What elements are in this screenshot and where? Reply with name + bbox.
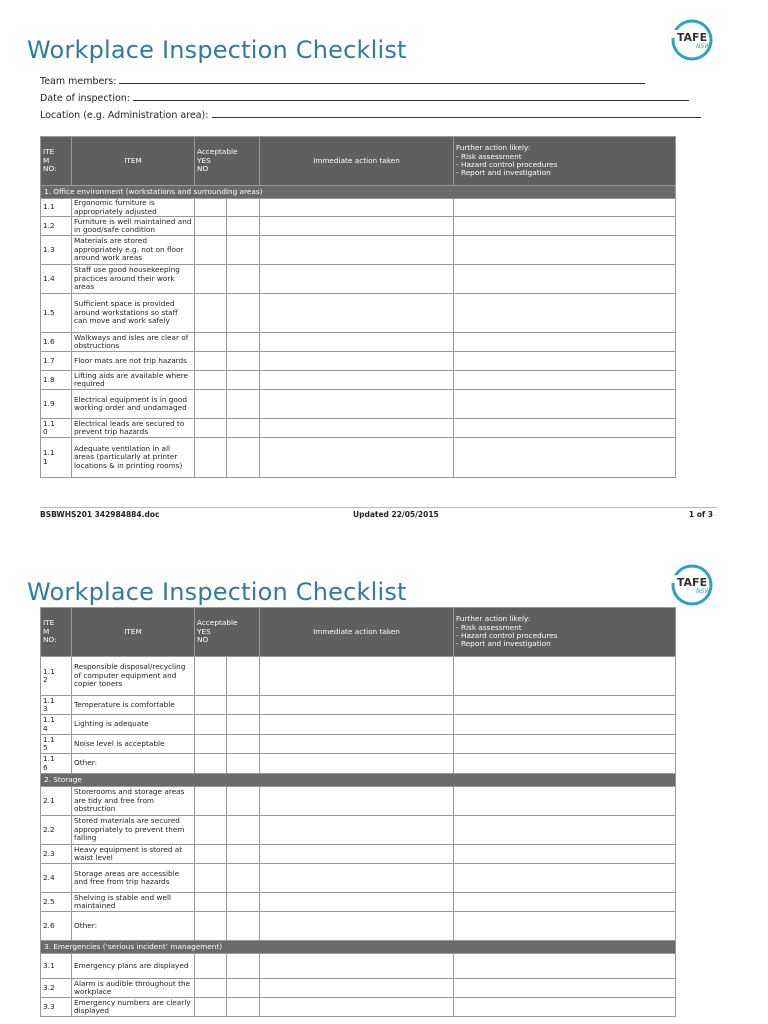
acceptable-yes-cell[interactable] [195, 265, 227, 294]
immediate-action-cell[interactable] [260, 265, 454, 294]
immediate-action-cell[interactable] [260, 715, 454, 735]
further-action-cell[interactable] [454, 735, 676, 754]
item-number: 1.2 [41, 217, 72, 236]
immediate-action-cell[interactable] [260, 816, 454, 845]
acceptable-yes-cell[interactable] [195, 893, 227, 912]
item-description: Responsible disposal/recycling of computer equipment and copier toners [72, 657, 195, 696]
acceptable-no-cell[interactable] [227, 816, 260, 845]
table-row [41, 787, 676, 816]
acceptable-no-cell[interactable] [227, 352, 260, 371]
acceptable-yes-cell[interactable] [195, 352, 227, 371]
acceptable-yes-cell[interactable] [195, 294, 227, 333]
item-description: Electrical leads are secured to prevent trip hazards [72, 419, 195, 438]
table-row [41, 438, 676, 478]
item-number: 1.1 3 [41, 696, 72, 715]
item-number: 1.6 [41, 333, 72, 352]
immediate-action-cell[interactable] [260, 979, 454, 998]
item-number: 1.7 [41, 352, 72, 371]
table-row [41, 371, 676, 390]
acceptable-no-cell[interactable] [227, 265, 260, 294]
further-action-cell[interactable] [454, 333, 676, 352]
table-row [41, 333, 676, 352]
immediate-action-cell[interactable] [260, 787, 454, 816]
acceptable-yes-cell[interactable] [195, 419, 227, 438]
page-2 [0, 545, 768, 1024]
immediate-action-cell[interactable] [260, 390, 454, 419]
table-row [41, 893, 676, 912]
acceptable-yes-cell[interactable] [195, 754, 227, 774]
table-row [41, 954, 676, 979]
col-header-acceptable: Acceptable YES NO [195, 608, 260, 657]
further-action-cell[interactable] [454, 998, 676, 1017]
further-action-cell[interactable] [454, 864, 676, 893]
further-action-cell[interactable] [454, 696, 676, 715]
immediate-action-cell[interactable] [260, 954, 454, 979]
immediate-action-cell[interactable] [260, 333, 454, 352]
acceptable-yes-cell[interactable] [195, 787, 227, 816]
acceptable-no-cell[interactable] [227, 715, 260, 735]
item-number: 3.2 [41, 979, 72, 998]
acceptable-no-cell[interactable] [227, 294, 260, 333]
page-title: Workplace Inspection Checklist [27, 36, 407, 64]
further-action-cell[interactable] [454, 979, 676, 998]
acceptable-yes-cell[interactable] [195, 816, 227, 845]
item-description: Adequate ventilation in all areas (particularly at printer locations & in printing rooms) [72, 438, 195, 478]
acceptable-no-cell[interactable] [227, 333, 260, 352]
immediate-action-cell[interactable] [260, 217, 454, 236]
footer-updated: Updated 22/05/2015 [353, 510, 439, 519]
item-number: 1.8 [41, 371, 72, 390]
col-header-immediate-action: Immediate action taken [260, 137, 454, 186]
immediate-action-cell[interactable] [260, 754, 454, 774]
item-number: 3.3 [41, 998, 72, 1017]
acceptable-yes-cell[interactable] [195, 390, 227, 419]
item-number: 2.1 [41, 787, 72, 816]
item-number: 1.9 [41, 390, 72, 419]
location-label: Location (e.g. Administration area): [40, 110, 209, 121]
item-number: 1.1 [41, 199, 72, 217]
checklist-table [40, 136, 676, 478]
item-number: 1.1 0 [41, 419, 72, 438]
col-header-item: ITEM [72, 137, 195, 186]
item-description: Electrical equipment is in good working order and undamaged [72, 390, 195, 419]
acceptable-no-cell[interactable] [227, 199, 260, 217]
page-title: Workplace Inspection Checklist [27, 578, 407, 606]
acceptable-no-cell[interactable] [227, 754, 260, 774]
acceptable-yes-cell[interactable] [195, 979, 227, 998]
immediate-action-cell[interactable] [260, 419, 454, 438]
acceptable-yes-cell[interactable] [195, 954, 227, 979]
item-description: Emergency plans are displayed [72, 954, 195, 979]
further-action-cell[interactable] [454, 438, 676, 478]
item-number: 1.1 1 [41, 438, 72, 478]
acceptable-no-cell[interactable] [227, 979, 260, 998]
acceptable-yes-cell[interactable] [195, 864, 227, 893]
item-number: 2.4 [41, 864, 72, 893]
acceptable-no-cell[interactable] [227, 696, 260, 715]
immediate-action-cell[interactable] [260, 998, 454, 1017]
footer-filename: BSBWHS201 342984884.doc [40, 510, 160, 519]
logo-text: TAFE [676, 31, 708, 44]
team-members-label: Team members: [40, 76, 117, 87]
item-number: 1.1 4 [41, 715, 72, 735]
further-action-cell[interactable] [454, 294, 676, 333]
further-action-cell[interactable] [454, 954, 676, 979]
item-description: Ergonomic furniture is appropriately adjusted [72, 199, 195, 217]
further-action-cell[interactable] [454, 236, 676, 265]
item-description: Shelving is stable and well maintained [72, 893, 195, 912]
item-description: Sufficient space is provided around workstations so staff can move and work safely [72, 294, 195, 333]
page-footer [40, 507, 717, 519]
acceptable-no-cell[interactable] [227, 438, 260, 478]
col-header-acceptable: Acceptable YES NO [195, 137, 260, 186]
item-number: 1.4 [41, 265, 72, 294]
table-row [41, 657, 676, 696]
section-header: 3. Emergencies (‘serious incident’ management) [41, 941, 676, 954]
immediate-action-cell[interactable] [260, 864, 454, 893]
acceptable-no-cell[interactable] [227, 912, 260, 941]
item-description: Lighting is adequate [72, 715, 195, 735]
acceptable-yes-cell[interactable] [195, 845, 227, 864]
col-header-item-no: ITE M NO: [41, 137, 72, 186]
col-header-item: ITEM [72, 608, 195, 657]
item-description: Walkways and isles are clear of obstructions [72, 333, 195, 352]
item-number: 1.3 [41, 236, 72, 265]
logo-sub-text: NSW [696, 588, 711, 595]
item-description: Storage areas are accessible and free from trip hazards [72, 864, 195, 893]
col-header-further-action: Further action likely: - Risk assessment - Hazard control procedures - Report and investigation [454, 137, 676, 186]
further-action-cell[interactable] [454, 893, 676, 912]
further-action-cell[interactable] [454, 912, 676, 941]
immediate-action-cell[interactable] [260, 845, 454, 864]
tafe-logo [670, 563, 714, 607]
item-description: Emergency numbers are clearly displayed [72, 998, 195, 1017]
further-action-cell[interactable] [454, 352, 676, 371]
further-action-cell[interactable] [454, 715, 676, 735]
immediate-action-cell[interactable] [260, 735, 454, 754]
item-description: Noise level is acceptable [72, 735, 195, 754]
location-field[interactable] [40, 106, 701, 123]
immediate-action-cell[interactable] [260, 199, 454, 217]
acceptable-no-cell[interactable] [227, 787, 260, 816]
table-row [41, 265, 676, 294]
date-of-inspection-label: Date of inspection: [40, 93, 131, 104]
table-row [41, 816, 676, 845]
item-description: Other: [72, 754, 195, 774]
table-row [41, 352, 676, 371]
acceptable-no-cell[interactable] [227, 998, 260, 1017]
item-description: Floor mats are not trip hazards [72, 352, 195, 371]
table-row [41, 236, 676, 265]
immediate-action-cell[interactable] [260, 657, 454, 696]
tafe-logo [670, 18, 714, 62]
section-header: 2. Storage [41, 774, 676, 787]
acceptable-no-cell[interactable] [227, 845, 260, 864]
acceptable-no-cell[interactable] [227, 735, 260, 754]
table-row [41, 217, 676, 236]
further-action-cell[interactable] [454, 816, 676, 845]
acceptable-yes-cell[interactable] [195, 735, 227, 754]
acceptable-yes-cell[interactable] [195, 333, 227, 352]
further-action-cell[interactable] [454, 371, 676, 390]
immediate-action-cell[interactable] [260, 438, 454, 478]
table-row [41, 864, 676, 893]
acceptable-no-cell[interactable] [227, 217, 260, 236]
immediate-action-cell[interactable] [260, 294, 454, 333]
acceptable-yes-cell[interactable] [195, 998, 227, 1017]
date-of-inspection-field[interactable] [40, 89, 701, 106]
table-row [41, 979, 676, 998]
table-row [41, 696, 676, 715]
further-action-cell[interactable] [454, 754, 676, 774]
acceptable-yes-cell[interactable] [195, 715, 227, 735]
item-number: 1.1 5 [41, 735, 72, 754]
item-description: Alarm is audible throughout the workplace [72, 979, 195, 998]
item-description: Stored materials are secured appropriately to prevent them falling [72, 816, 195, 845]
item-description: Temperature is comfortable [72, 696, 195, 715]
immediate-action-cell[interactable] [260, 696, 454, 715]
immediate-action-cell[interactable] [260, 893, 454, 912]
acceptable-yes-cell[interactable] [195, 438, 227, 478]
table-row [41, 735, 676, 754]
acceptable-yes-cell[interactable] [195, 657, 227, 696]
acceptable-no-cell[interactable] [227, 371, 260, 390]
immediate-action-cell[interactable] [260, 912, 454, 941]
further-action-cell[interactable] [454, 217, 676, 236]
acceptable-yes-cell[interactable] [195, 199, 227, 217]
item-number: 1.1 2 [41, 657, 72, 696]
item-number: 2.3 [41, 845, 72, 864]
col-header-further-action: Further action likely: - Risk assessment - Hazard control procedures - Report and investigation [454, 608, 676, 657]
acceptable-no-cell[interactable] [227, 864, 260, 893]
item-number: 1.5 [41, 294, 72, 333]
item-description: Storerooms and storage areas are tidy and free from obstruction [72, 787, 195, 816]
item-description: Staff use good housekeeping practices around their work areas [72, 265, 195, 294]
table-row [41, 715, 676, 735]
inspection-fields [40, 72, 701, 123]
acceptable-yes-cell[interactable] [195, 696, 227, 715]
further-action-cell[interactable] [454, 265, 676, 294]
col-header-item-no: ITE M NO: [41, 608, 72, 657]
further-action-cell[interactable] [454, 390, 676, 419]
item-description: Materials are stored appropriately e.g. not on floor around work areas [72, 236, 195, 265]
acceptable-no-cell[interactable] [227, 657, 260, 696]
item-number: 2.5 [41, 893, 72, 912]
further-action-cell[interactable] [454, 787, 676, 816]
item-number: 3.1 [41, 954, 72, 979]
acceptable-no-cell[interactable] [227, 390, 260, 419]
item-number: 2.6 [41, 912, 72, 941]
immediate-action-cell[interactable] [260, 236, 454, 265]
item-number: 2.2 [41, 816, 72, 845]
acceptable-yes-cell[interactable] [195, 912, 227, 941]
acceptable-no-cell[interactable] [227, 893, 260, 912]
table-row [41, 390, 676, 419]
table-row [41, 754, 676, 774]
table-row [41, 199, 676, 217]
checklist-table [40, 607, 676, 1017]
further-action-cell[interactable] [454, 845, 676, 864]
acceptable-yes-cell[interactable] [195, 217, 227, 236]
item-description: Furniture is well maintained and in good/safe condition [72, 217, 195, 236]
table-row [41, 294, 676, 333]
item-description: Heavy equipment is stored at waist level [72, 845, 195, 864]
immediate-action-cell[interactable] [260, 352, 454, 371]
immediate-action-cell[interactable] [260, 371, 454, 390]
table-row [41, 419, 676, 438]
logo-sub-text: NSW [696, 43, 711, 50]
item-description: Other: [72, 912, 195, 941]
team-members-field[interactable] [40, 72, 701, 89]
acceptable-no-cell[interactable] [227, 236, 260, 265]
acceptable-yes-cell[interactable] [195, 371, 227, 390]
col-header-immediate-action: Immediate action taken [260, 608, 454, 657]
table-row [41, 912, 676, 941]
item-number: 1.1 6 [41, 754, 72, 774]
acceptable-no-cell[interactable] [227, 419, 260, 438]
footer-page-number: 1 of 3 [688, 510, 713, 519]
further-action-cell[interactable] [454, 419, 676, 438]
acceptable-no-cell[interactable] [227, 954, 260, 979]
table-row [41, 845, 676, 864]
table-row [41, 998, 676, 1017]
section-header: 1. Office environment (workstations and surrounding areas) [41, 186, 676, 199]
acceptable-yes-cell[interactable] [195, 236, 227, 265]
further-action-cell[interactable] [454, 657, 676, 696]
further-action-cell[interactable] [454, 199, 676, 217]
logo-text: TAFE [676, 576, 708, 589]
item-description: Lifting aids are available where required [72, 371, 195, 390]
